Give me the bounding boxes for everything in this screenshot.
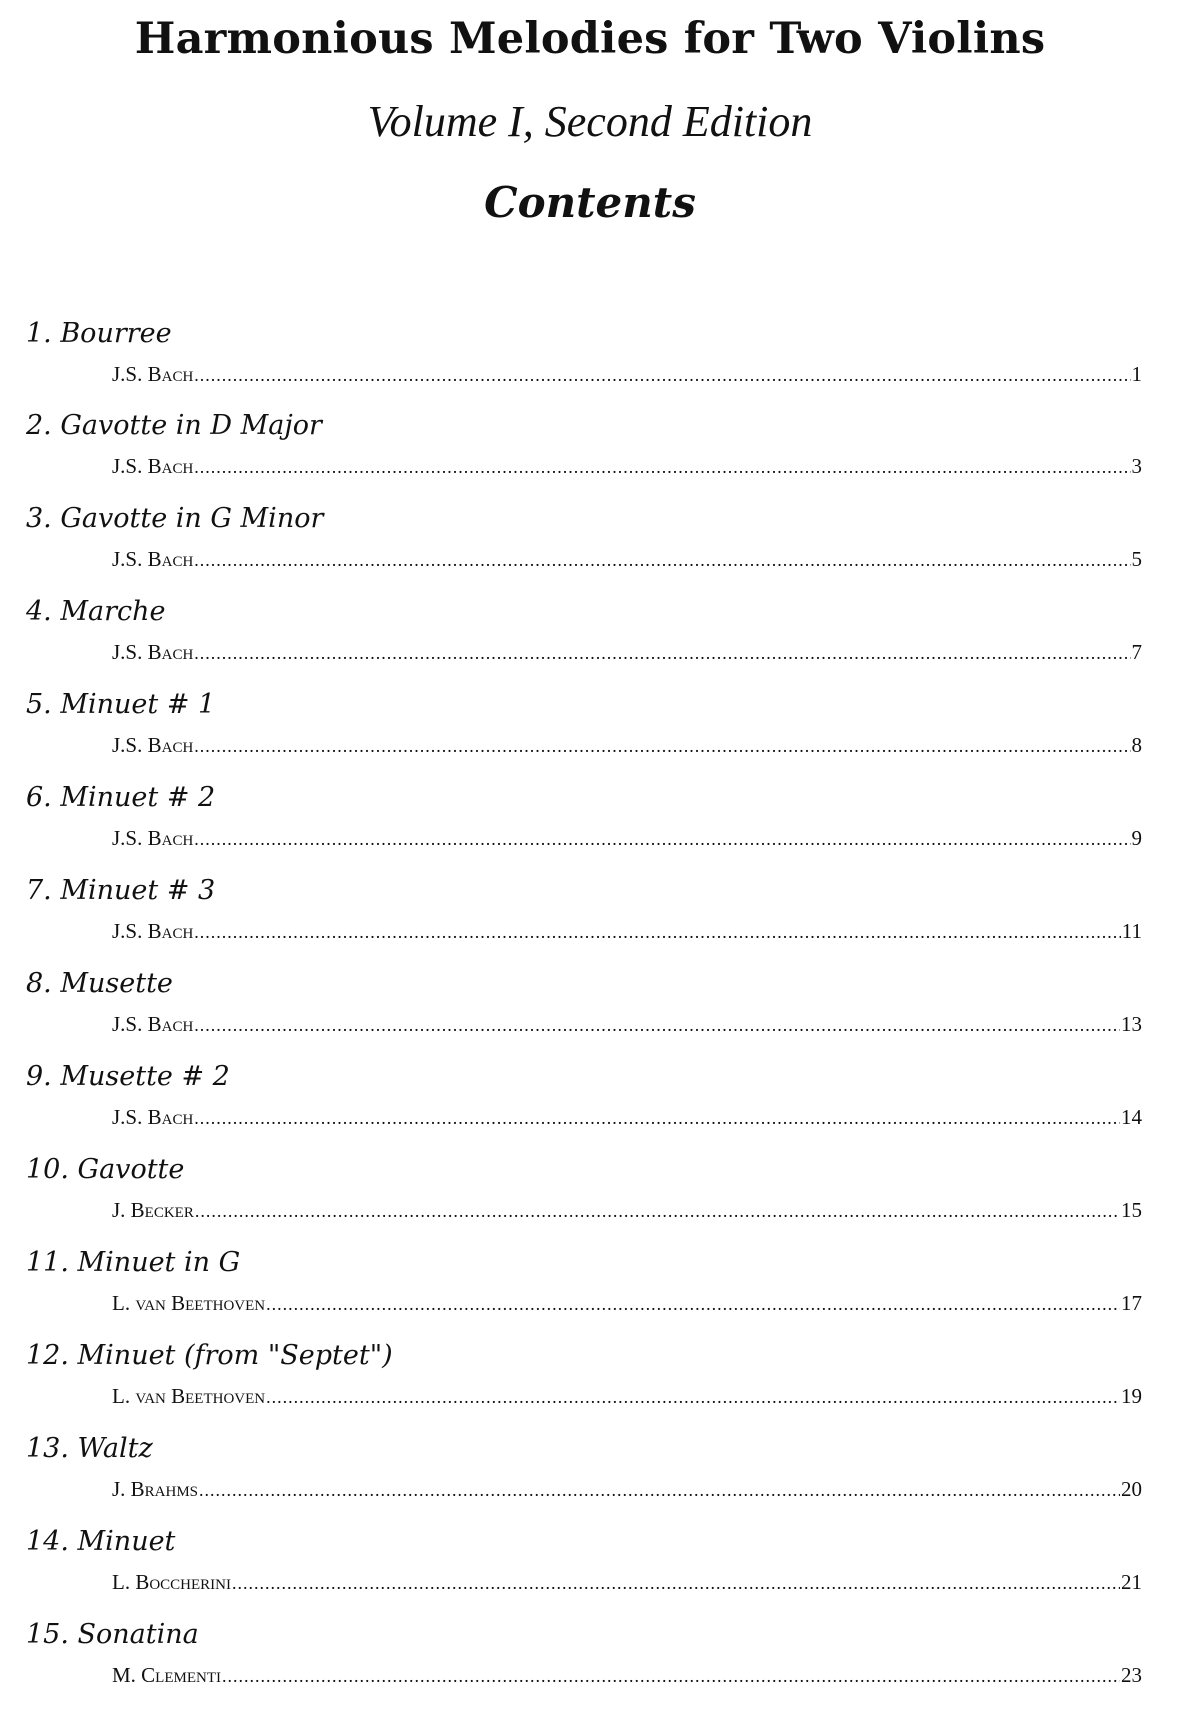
piece-title: 11. Minuet in G: [26, 1247, 241, 1278]
piece-title: 5. Minuet # 1: [26, 689, 216, 720]
toc-entry[interactable]: [0, 1247, 1200, 1341]
composer-name: J. Brahms: [112, 1477, 199, 1501]
page-number: 1: [1131, 362, 1142, 386]
page-number: 20: [1121, 1477, 1142, 1501]
entry-line: [112, 1570, 1142, 1595]
piece-title: 6. Minuet # 2: [26, 782, 216, 813]
dot-leader: [232, 1573, 1120, 1594]
toc-entry[interactable]: [0, 1340, 1200, 1434]
composer-name: J.S. Bach: [112, 362, 194, 386]
piece-title: 13. Waltz: [26, 1433, 153, 1464]
toc-entry[interactable]: [0, 968, 1200, 1062]
toc-entry[interactable]: [0, 1154, 1200, 1248]
piece-title: 15. Sonatina: [26, 1619, 199, 1650]
piece-title: 14. Minuet: [26, 1526, 176, 1557]
composer-name: J.S. Bach: [112, 547, 194, 571]
toc-entry[interactable]: [0, 1433, 1200, 1527]
composer-name: J.S. Bach: [112, 919, 194, 943]
toc-entry[interactable]: [0, 1526, 1200, 1620]
composer-name: J.S. Bach: [112, 1105, 194, 1129]
composer-name: M. Clementi: [112, 1663, 221, 1687]
page-number: 9: [1131, 826, 1142, 850]
page-number: 7: [1131, 640, 1142, 664]
page-number: 15: [1121, 1198, 1142, 1222]
entry-line: [112, 826, 1142, 851]
composer-name: J. Becker: [112, 1198, 194, 1222]
entry-line: [112, 1663, 1142, 1688]
entry-line: [112, 640, 1142, 665]
dot-leader: [194, 550, 1130, 571]
page-number: 17: [1121, 1291, 1142, 1315]
composer-name: J.S. Bach: [112, 826, 194, 850]
toc-entry[interactable]: [0, 503, 1200, 597]
composer-name: J.S. Bach: [112, 640, 194, 664]
toc-entry[interactable]: [0, 410, 1200, 504]
piece-title: 4. Marche: [26, 596, 166, 627]
toc-entry[interactable]: [0, 596, 1200, 690]
toc-entry[interactable]: [0, 689, 1200, 783]
composer-name: J.S. Bach: [112, 1012, 194, 1036]
dot-leader: [222, 1666, 1120, 1687]
entry-line: [112, 1477, 1142, 1502]
piece-title: 2. Gavotte in D Major: [26, 410, 322, 441]
page-number: 21: [1121, 1570, 1142, 1594]
page-number: 23: [1121, 1663, 1142, 1687]
dot-leader: [194, 457, 1130, 478]
entry-line: [112, 1291, 1142, 1316]
piece-title: 9. Musette # 2: [26, 1061, 230, 1092]
entry-line: [112, 919, 1142, 944]
dot-leader: [194, 1015, 1120, 1036]
dot-leader: [194, 643, 1130, 664]
page-number: 13: [1121, 1012, 1142, 1036]
page-number: 11: [1121, 919, 1142, 943]
piece-title: 12. Minuet (from "Septet"): [26, 1340, 393, 1371]
dot-leader: [194, 1108, 1120, 1129]
composer-name: J.S. Bach: [112, 454, 194, 478]
composer-name: L. Boccherini: [112, 1570, 231, 1594]
entry-line: [112, 1384, 1142, 1409]
page-number: 5: [1131, 547, 1142, 571]
dot-leader: [266, 1294, 1120, 1315]
entry-line: [112, 454, 1142, 479]
toc-entry[interactable]: [0, 1619, 1200, 1713]
contents-heading: Contents: [484, 178, 696, 227]
toc-entry[interactable]: [0, 318, 1200, 412]
entry-line: [112, 547, 1142, 572]
entry-line: [112, 1012, 1142, 1037]
piece-title: 10. Gavotte: [26, 1154, 185, 1185]
toc-entry[interactable]: [0, 875, 1200, 969]
entry-line: [112, 362, 1142, 387]
toc-entry[interactable]: [0, 1061, 1200, 1155]
piece-title: 7. Minuet # 3: [26, 875, 216, 906]
dot-leader: [194, 365, 1130, 386]
toc-entry[interactable]: [0, 782, 1200, 876]
entry-line: [112, 1198, 1142, 1223]
entry-line: [112, 1105, 1142, 1130]
dot-leader: [194, 736, 1130, 757]
dot-leader: [199, 1480, 1120, 1501]
page-number: 8: [1131, 733, 1142, 757]
document-subtitle: Volume I, Second Edition: [367, 97, 813, 146]
piece-title: 8. Musette: [26, 968, 173, 999]
dot-leader: [266, 1387, 1120, 1408]
composer-name: L. van Beethoven: [112, 1291, 266, 1315]
dot-leader: [194, 829, 1130, 850]
page-number: 19: [1121, 1384, 1142, 1408]
page-number: 14: [1121, 1105, 1142, 1129]
piece-title: 3. Gavotte in G Minor: [26, 503, 324, 534]
dot-leader: [194, 922, 1120, 943]
composer-name: L. van Beethoven: [112, 1384, 266, 1408]
composer-name: J.S. Bach: [112, 733, 194, 757]
dot-leader: [195, 1201, 1120, 1222]
document-title: Harmonious Melodies for Two Violins: [134, 14, 1046, 64]
piece-title: 1. Bourree: [26, 318, 172, 349]
page-number: 3: [1131, 454, 1142, 478]
entry-line: [112, 733, 1142, 758]
